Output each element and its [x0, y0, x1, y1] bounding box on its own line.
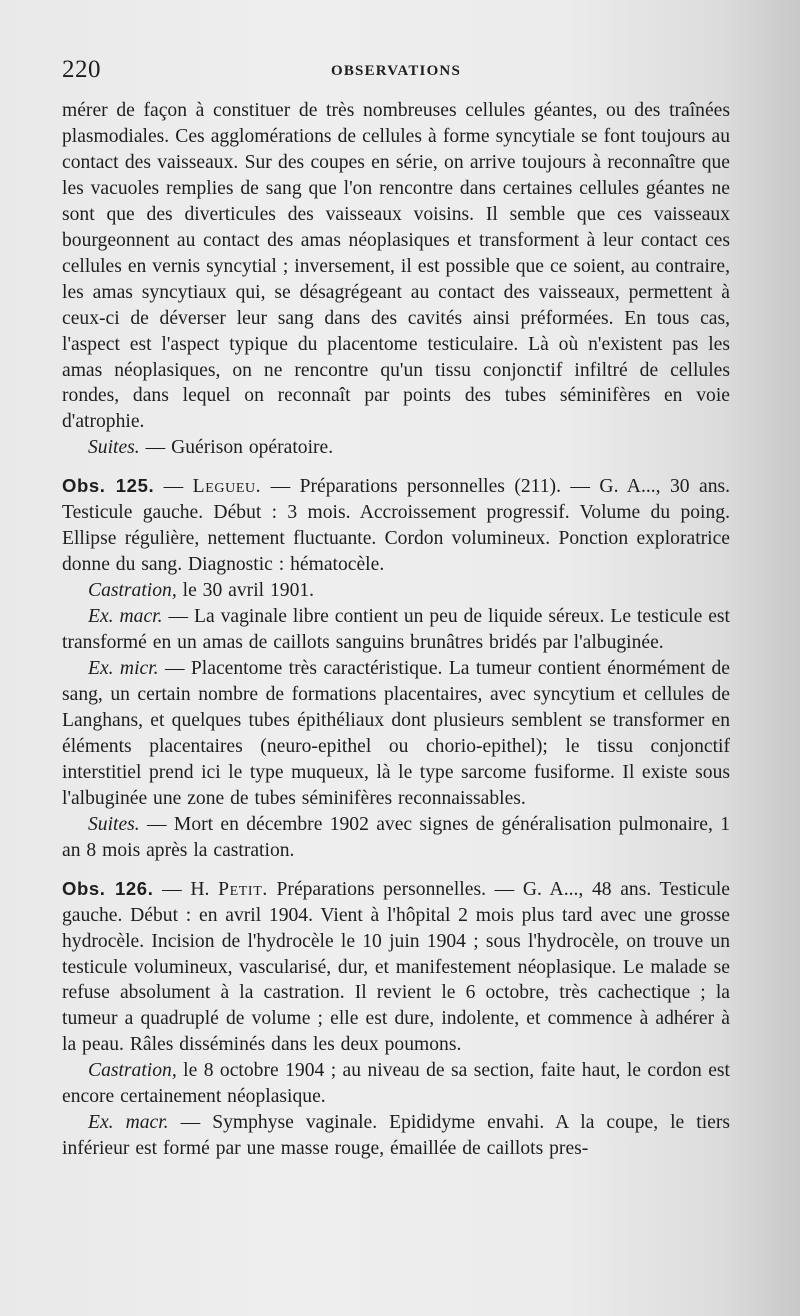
book-page [62, 56, 730, 1162]
observation-author: Legueu. [192, 476, 262, 498]
observation-125-ex-micr [62, 656, 730, 812]
observation-text: Préparations personnelles. — G. A..., 48 ans. Testicule gauche. Début : en avril 1904. Vient à l'hôpital 2 mois plus tard avec une grosse hydrocèle. Incision de l'hydrocèle le 10 juin 1904 ; sous l'hydrocèle, on trouve un testicule volumineux, vascularisé, dur, et manifestement néoplasique. Le malade se refuse absolument à la castration. Il revient le 6 octobre, très cachectique ; la tumeur a quadruplé de volume ; elle est dure, indolente, et commence à adhérer à la peau. Râles disséminés dans les deux poumons. [62, 878, 731, 1056]
ex-micr-label: Ex. micr. [88, 658, 159, 680]
observation-125-castration [62, 578, 730, 604]
observation-126-ex-macr [62, 1110, 730, 1162]
running-title: OBSERVATIONS [330, 63, 462, 79]
castration-label: Castration, [88, 580, 177, 602]
observation-126-heading [62, 876, 730, 1059]
castration-text: le 8 octobre 1904 ; au niveau de sa section, faite haut, le cordon est encore certainement néoplasique. [62, 1060, 730, 1108]
observation-label: Obs. 126. [62, 877, 154, 899]
observation-125-suites [62, 812, 730, 864]
suites-label: Suites. [88, 813, 140, 835]
ex-macr-text: — Symphyse vaginale. Epididyme envahi. A la coupe, le tiers inférieur est formé par une masse rouge, émaillée de caillots pres- [62, 1112, 730, 1160]
ex-micr-text: — Placentome très caractéristique. La tumeur contient énormément de sang, un certain nombre de formations placentaires, avec syncytium et cellules de Langhans, et quelques tubes épithéliaux dont plusieurs semblent se transformer en éléments placentaires (neuro-epithel ou chorio-epithel); le tissu conjonctif interstitiel prend ici le type muqueux, là le type sarcome fusiforme. Il existe sous l'albuginée une zone de tubes séminifères reconnaissables. [62, 658, 730, 809]
suites-text: — Guérison opératoire. [139, 437, 334, 459]
castration-text: le 30 avril 1901. [176, 580, 315, 602]
dash-separator: — H. [153, 878, 219, 900]
observation-text: — Préparations personnelles (211). — G. A..., 30 ans. Testicule gauche. Début : 3 mois. Accroissement progressif. Volume du poing. Ellipse régulière, nettement fluctuante. Cordon volumineux. Ponction exploratrice donne du sang. Diagnostic : hématocèle. [62, 476, 731, 576]
suites-text: — Mort en décembre 1902 avec signes de généralisation pulmonaire, 1 an 8 mois après la castration. [62, 813, 730, 861]
observation-author: Petit. [218, 878, 268, 900]
dash-separator: — [163, 476, 193, 498]
paragraph-continuation [62, 98, 730, 435]
castration-label: Castration, [88, 1060, 177, 1082]
observation-126-castration [62, 1058, 730, 1110]
ex-macr-label: Ex. macr. [88, 606, 163, 628]
observation-125-heading [62, 473, 730, 578]
paragraph-text: mérer de façon à constituer de très nombreuses cellules géantes, ou des traînées plasmodiales. Ces agglomérations de cellules à forme syncytiale se font toujours au contact des vaisseaux. Sur des coupes en série, on arrive toujours à reconnaître que les vacuoles remplies de sang que l'on rencontre dans certaines cellules géantes ne sont que des diverticules des vaisseaux voisins. Il semble que ces vaisseaux bourgeonnent au contact des amas néoplasiques et transforment à leur contact ces cellules en vernis syncytial ; inversement, il est possible que ce soient, au contraire, les amas syncytiaux qui, se désagrégeant au contact des vaisseaux, permettent à ceux-ci de déverser leur sang dans des cavités ainsi préformées. En tous cas, l'aspect est l'aspect typique du placentome testiculaire. Là où n'existent pas les amas néoplasiques, on ne rencontre qu'un tissu conjonctif infiltré de cellules rondes, dans lequel on reconnaît par points des tubes séminifères en voie d'atrophie. [62, 100, 730, 433]
paragraph-suites [62, 435, 730, 461]
observation-label: Obs. 125. [62, 475, 155, 497]
page-number: 220 [62, 56, 101, 83]
ex-macr-label: Ex. macr. [88, 1112, 169, 1134]
suites-label: Suites. [88, 437, 140, 459]
observation-125-ex-macr [62, 604, 730, 656]
ex-macr-text: — La vaginale libre contient un peu de liquide séreux. Le testicule est transformé en un amas de caillots sanguins brunâtres bridés par l'albuginée. [62, 606, 730, 654]
page-header [62, 56, 730, 90]
